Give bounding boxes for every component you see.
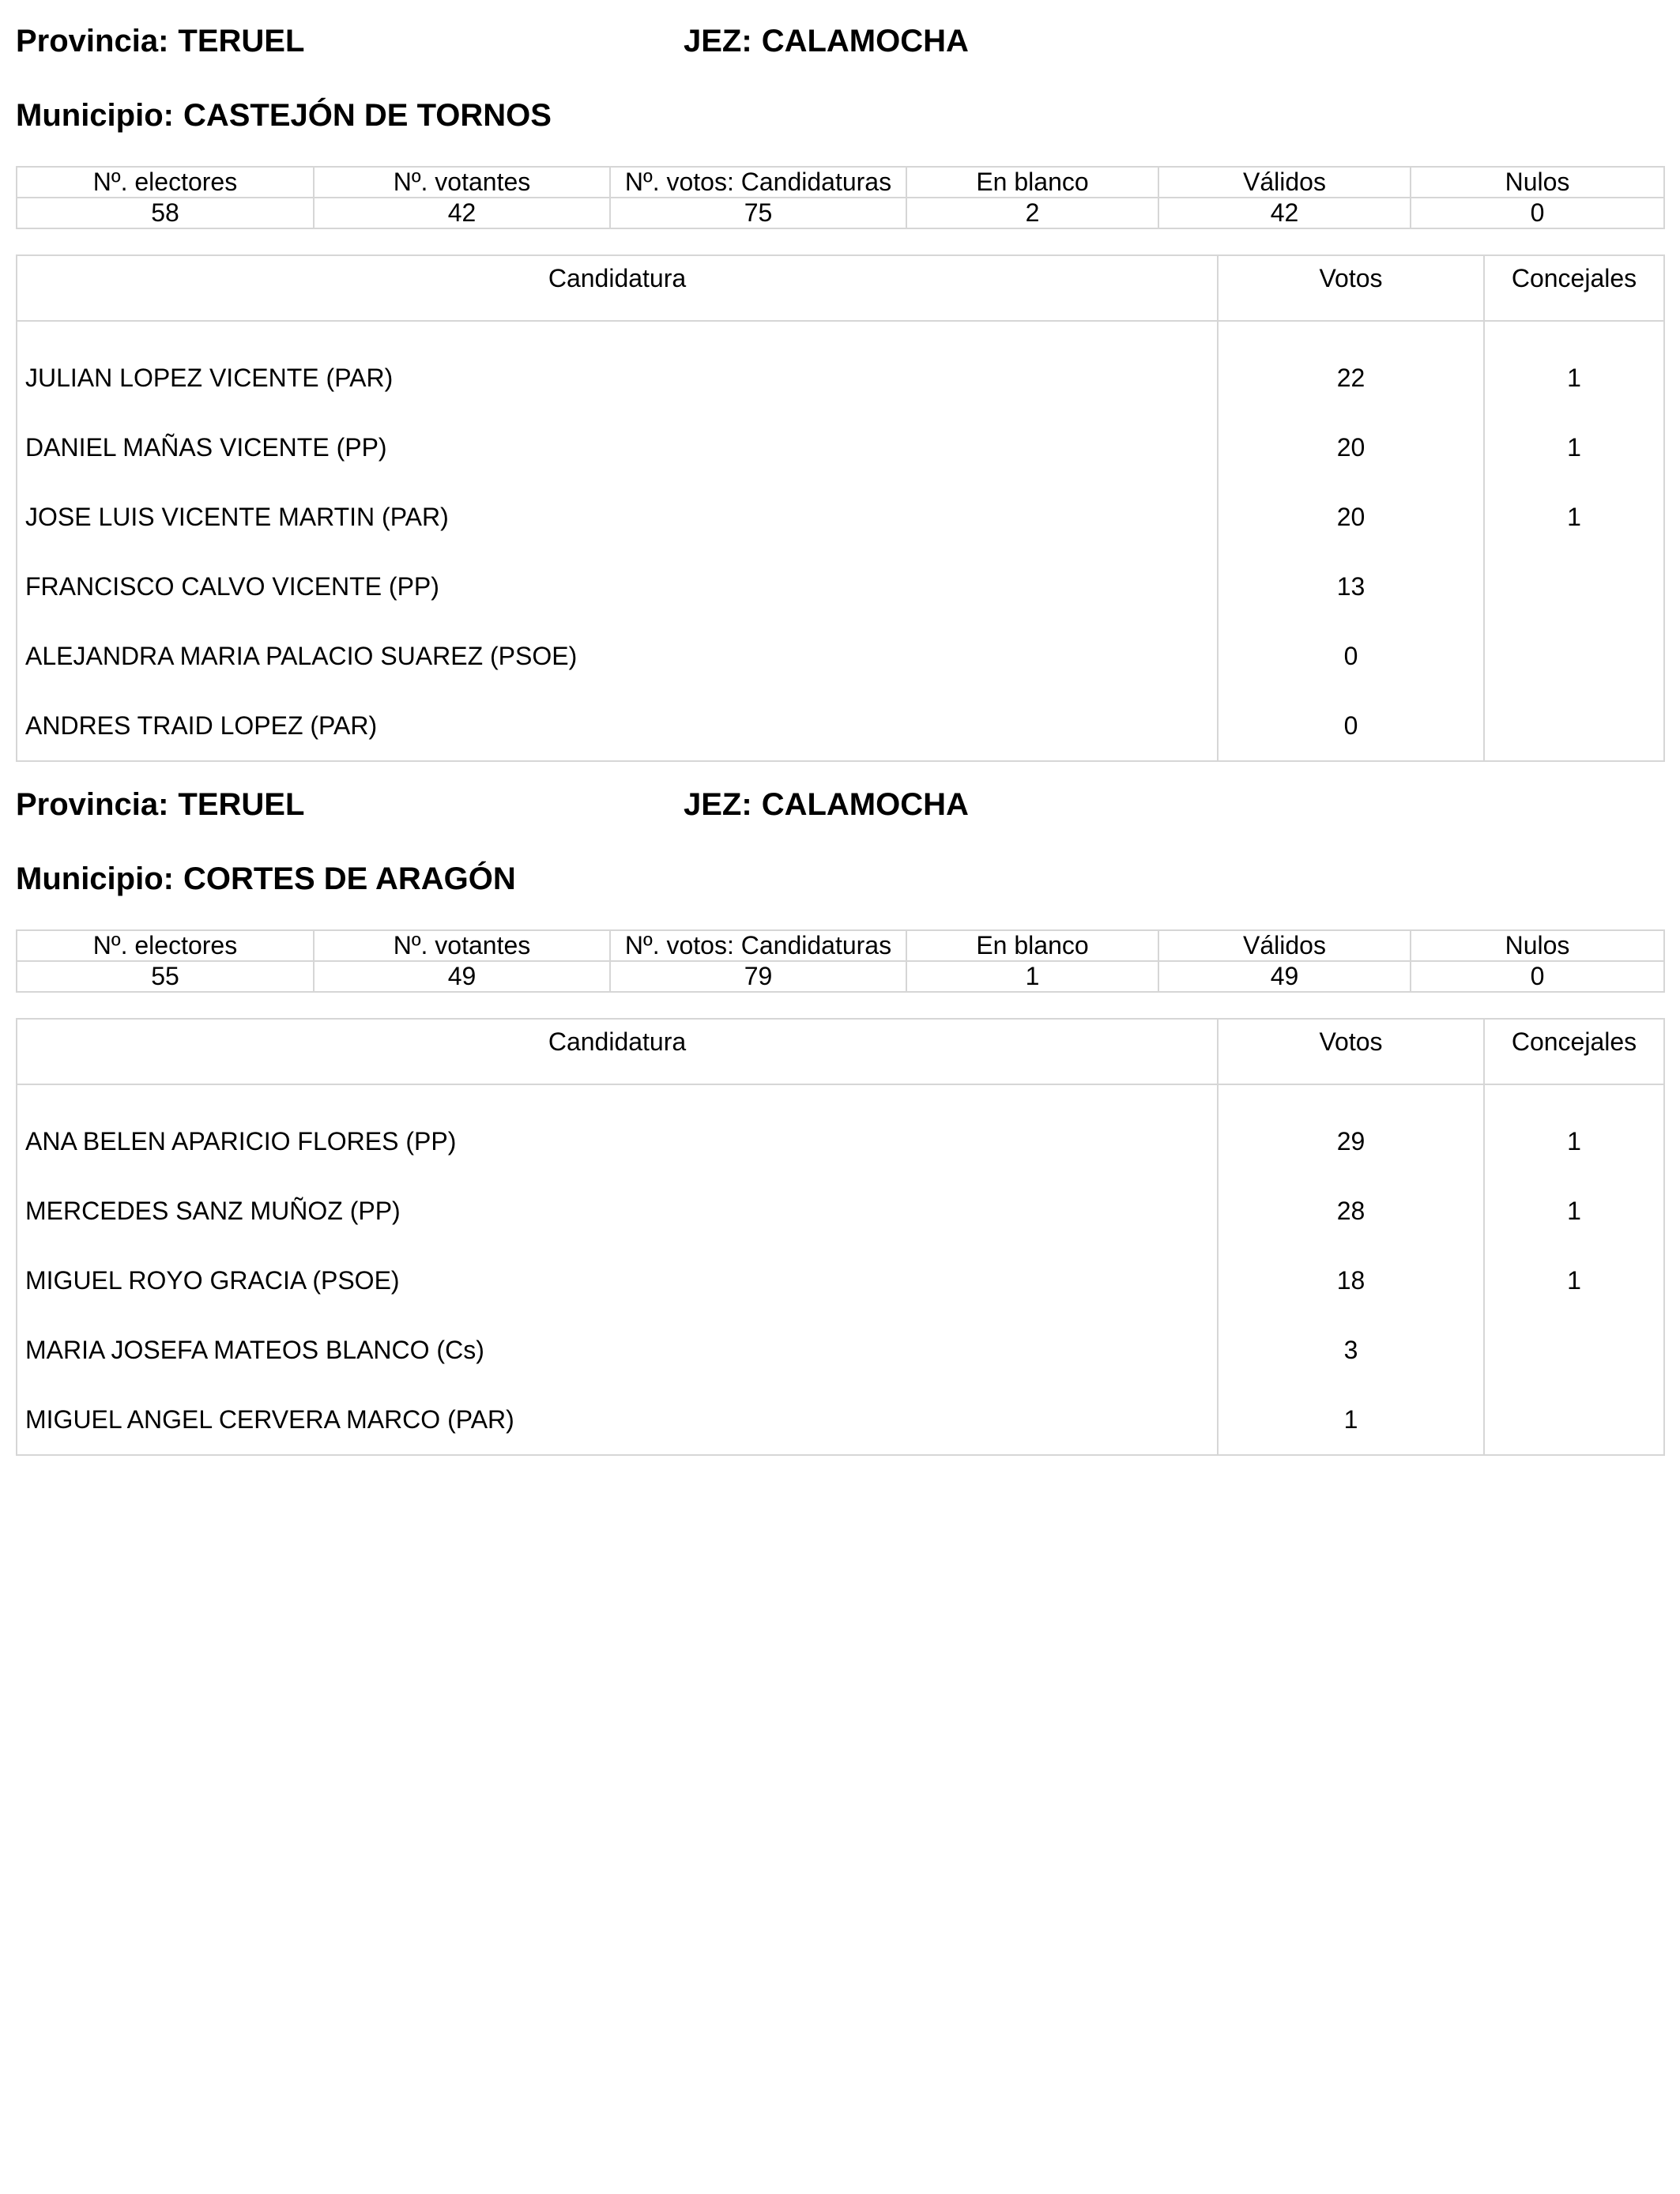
candidates-header-row xyxy=(17,1019,1664,1084)
candidate-concejales: 1 xyxy=(1484,321,1664,413)
provincia-label: Provincia: xyxy=(16,787,169,822)
jez-label: JEZ: xyxy=(684,24,752,58)
provincia-line xyxy=(16,787,304,823)
summary-value-row xyxy=(17,961,1664,992)
candidate-votos: 29 xyxy=(1218,1084,1484,1176)
summary-header: Nulos xyxy=(1411,167,1664,198)
summary-header: Nº. votos: Candidaturas xyxy=(610,167,906,198)
summary-header: En blanco xyxy=(906,167,1158,198)
summary-value: 0 xyxy=(1411,961,1664,992)
candidate-name: FRANCISCO CALVO VICENTE (PP) xyxy=(17,552,1218,621)
votos-header: Votos xyxy=(1218,255,1484,321)
candidates-table xyxy=(16,254,1665,762)
jez-line xyxy=(684,787,969,823)
concejales-header: Concejales xyxy=(1484,1019,1664,1084)
candidate-name: ALEJANDRA MARIA PALACIO SUAREZ (PSOE) xyxy=(17,621,1218,691)
summary-header: Nº. electores xyxy=(17,167,314,198)
candidate-votos: 20 xyxy=(1218,482,1484,552)
candidate-row xyxy=(17,1385,1664,1455)
summary-value: 42 xyxy=(314,198,610,228)
municipio-value: CASTEJÓN DE TORNOS xyxy=(183,98,552,133)
candidate-votos: 3 xyxy=(1218,1315,1484,1385)
votos-header: Votos xyxy=(1218,1019,1484,1084)
municipio-label: Municipio: xyxy=(16,98,174,133)
candidate-votos: 22 xyxy=(1218,321,1484,413)
candidate-votos: 18 xyxy=(1218,1246,1484,1315)
summary-header: Nº. votantes xyxy=(314,167,610,198)
candidate-row xyxy=(17,321,1664,413)
summary-value: 58 xyxy=(17,198,314,228)
candidate-concejales: 1 xyxy=(1484,1084,1664,1176)
candidate-concejales: 1 xyxy=(1484,482,1664,552)
candidate-concejales xyxy=(1484,1315,1664,1385)
candidate-name: ANA BELEN APARICIO FLORES (PP) xyxy=(17,1084,1218,1176)
candidate-name: MARIA JOSEFA MATEOS BLANCO (Cs) xyxy=(17,1315,1218,1385)
candidate-votos: 0 xyxy=(1218,621,1484,691)
candidate-name: MIGUEL ROYO GRACIA (PSOE) xyxy=(17,1246,1218,1315)
candidate-row xyxy=(17,691,1664,761)
summary-value: 49 xyxy=(314,961,610,992)
summary-header: En blanco xyxy=(906,930,1158,961)
candidates-table xyxy=(16,1018,1665,1456)
candidate-row xyxy=(17,1315,1664,1385)
candidate-row xyxy=(17,1246,1664,1315)
summary-header: Nulos xyxy=(1411,930,1664,961)
summary-value: 55 xyxy=(17,961,314,992)
summary-value: 49 xyxy=(1158,961,1411,992)
candidate-row xyxy=(17,482,1664,552)
candidate-row xyxy=(17,1084,1664,1176)
candidate-votos: 1 xyxy=(1218,1385,1484,1455)
candidate-concejales: 1 xyxy=(1484,1176,1664,1246)
candidate-row xyxy=(17,413,1664,482)
candidate-name: ANDRES TRAID LOPEZ (PAR) xyxy=(17,691,1218,761)
candidate-concejales: 1 xyxy=(1484,1246,1664,1315)
municipio-line xyxy=(16,98,552,134)
concejales-header: Concejales xyxy=(1484,255,1664,321)
candidate-concejales xyxy=(1484,691,1664,761)
summary-header: Válidos xyxy=(1158,167,1411,198)
jez-label: JEZ: xyxy=(684,787,752,822)
candidate-row xyxy=(17,1176,1664,1246)
candidate-name: JULIAN LOPEZ VICENTE (PAR) xyxy=(17,321,1218,413)
summary-header-row xyxy=(17,167,1664,198)
candidate-votos: 20 xyxy=(1218,413,1484,482)
provincia-line xyxy=(16,24,304,59)
candidates-header-row xyxy=(17,255,1664,321)
candidate-name: MIGUEL ANGEL CERVERA MARCO (PAR) xyxy=(17,1385,1218,1455)
summary-value: 0 xyxy=(1411,198,1664,228)
candidate-concejales: 1 xyxy=(1484,413,1664,482)
jez-value: CALAMOCHA xyxy=(761,787,969,822)
candidate-votos: 13 xyxy=(1218,552,1484,621)
candidate-name: JOSE LUIS VICENTE MARTIN (PAR) xyxy=(17,482,1218,552)
summary-header: Nº. votos: Candidaturas xyxy=(610,930,906,961)
municipio-label: Municipio: xyxy=(16,861,174,896)
summary-table xyxy=(16,166,1665,229)
summary-value: 42 xyxy=(1158,198,1411,228)
candidate-name: MERCEDES SANZ MUÑOZ (PP) xyxy=(17,1176,1218,1246)
summary-value: 2 xyxy=(906,198,1158,228)
municipio-value: CORTES DE ARAGÓN xyxy=(183,861,516,896)
summary-header-row xyxy=(17,930,1664,961)
municipio-line xyxy=(16,861,516,897)
jez-value: CALAMOCHA xyxy=(761,24,969,58)
summary-value: 79 xyxy=(610,961,906,992)
summary-header: Nº. votantes xyxy=(314,930,610,961)
candidate-concejales xyxy=(1484,552,1664,621)
summary-table xyxy=(16,929,1665,993)
jez-line xyxy=(684,24,969,59)
candidate-concejales xyxy=(1484,1385,1664,1455)
candidate-concejales xyxy=(1484,621,1664,691)
candidate-row xyxy=(17,621,1664,691)
summary-header: Nº. electores xyxy=(17,930,314,961)
candidatura-header: Candidatura xyxy=(17,255,1218,321)
candidate-votos: 28 xyxy=(1218,1176,1484,1246)
candidate-votos: 0 xyxy=(1218,691,1484,761)
candidate-name: DANIEL MAÑAS VICENTE (PP) xyxy=(17,413,1218,482)
provincia-value: TERUEL xyxy=(178,787,305,822)
candidate-row xyxy=(17,552,1664,621)
provincia-value: TERUEL xyxy=(178,24,305,58)
provincia-label: Provincia: xyxy=(16,24,169,58)
summary-header: Válidos xyxy=(1158,930,1411,961)
summary-value: 75 xyxy=(610,198,906,228)
summary-value-row xyxy=(17,198,1664,228)
summary-value: 1 xyxy=(906,961,1158,992)
candidatura-header: Candidatura xyxy=(17,1019,1218,1084)
